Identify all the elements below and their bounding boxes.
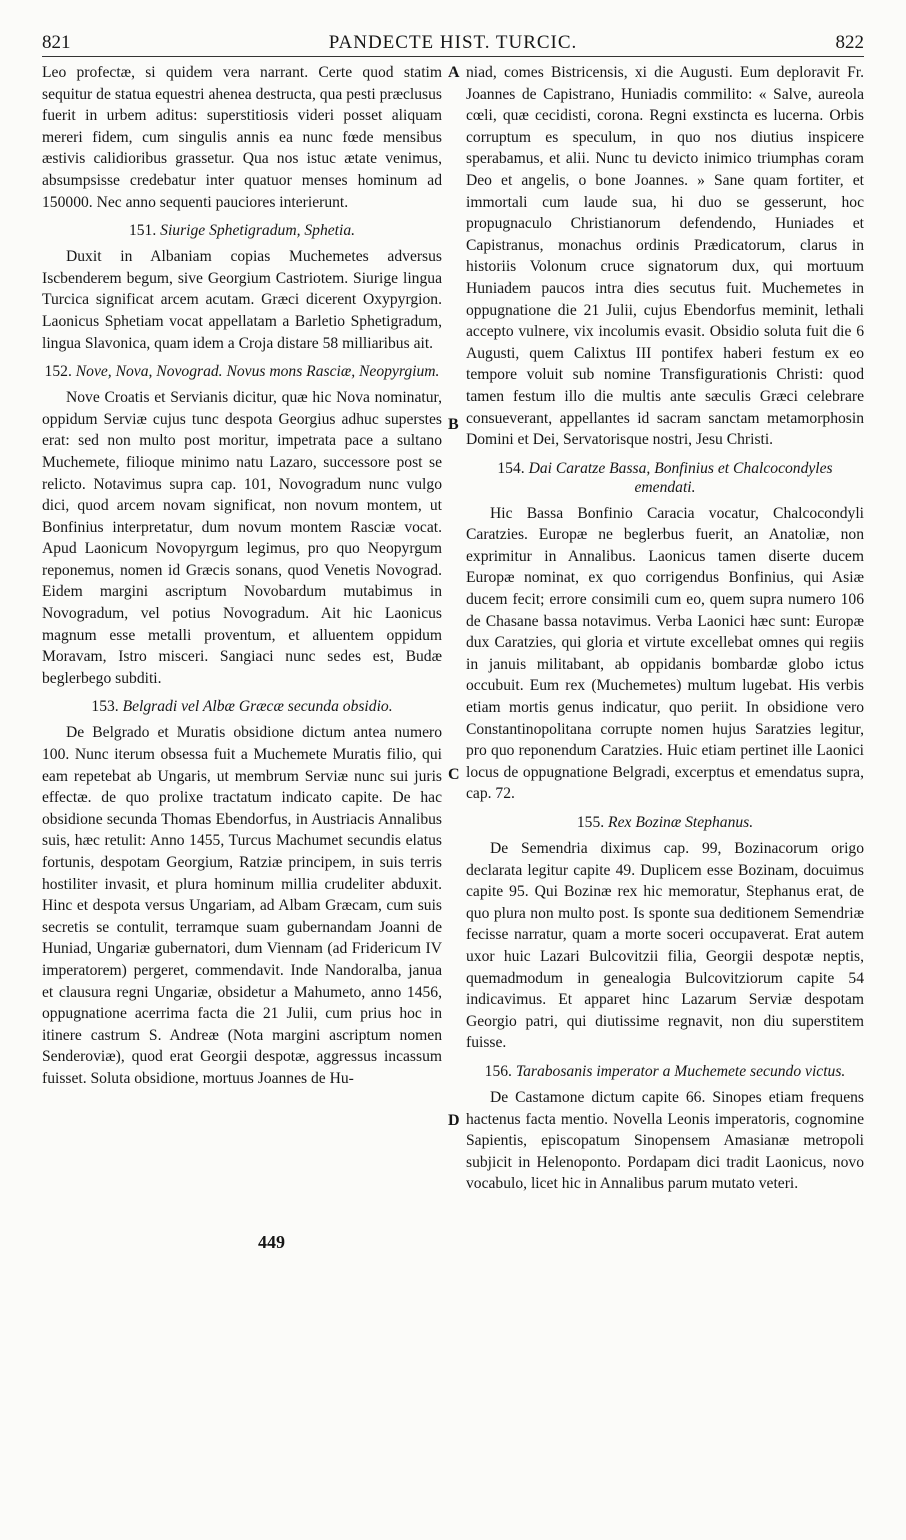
section-heading-152 — [42, 362, 442, 381]
section-number: 154. — [497, 459, 525, 477]
section-number: 153. — [91, 698, 119, 716]
margin-letter-a: A — [448, 64, 460, 81]
paragraph-152: Nove Croatis et Servianis dicitur, quæ hic Nova nominatur, oppidum Serviæ cujus tunc despota Georgius adhuc superstes erat: sed non multo post moritur, impetrata pace a sultano Muchemete, filioque minimo natu Lazaro, successore post se relicto. Notavimus supra cap. 101, Novogradum nunc vulgo dici, quod arcem novam significat, non novum montem, ut Bonfinius interpretatur, dum novum montem Rasciæ vocat. Apud Laonicum Novopyrgum legimus, pro quo Neopyrgum reponemus, nomen id Græcis sonans, quod Venetis Novograd. Eidem margini ascriptum Novobardum mutabimus in Novogradum, vel potius Novogradum. Ait hic Laonicus magnum esse metalli proventum, et alluentem oppidum Moravam, Istro misceri. Sangiaci nunc sedes est, Budæ beglerbego subditi. — [42, 389, 442, 687]
page-number-right: 822 — [835, 32, 864, 53]
section-heading-155 — [466, 813, 864, 832]
section-title: Tarabosanis imperator a Muchemete secundo victus. — [515, 1062, 846, 1080]
running-title: PANDECTE HIST. TURCIC. — [328, 32, 578, 53]
section-title: Dai Caratze Bassa, Bonfinius et Chalcocondyles emendati. — [528, 459, 833, 496]
section-title: Siurige Sphetigradum, Sphetia. — [160, 222, 356, 240]
section-number: 152. — [44, 363, 72, 381]
section-title: Nove, Nova, Novograd. Novus mons Rasciæ, Neopyrgium. — [75, 363, 440, 381]
section-heading-153 — [42, 697, 442, 716]
section-heading-154 — [466, 459, 864, 497]
paragraph-156: De Castamone dictum capite 66. Sinopes etiam frequens hactenus facta mentio. Novella Leonis imperatoris, cognomine Sapientis, episcopatum Sinopensem Amasianæ metropoli subjicit in Helenoponto. Pordapam dici tradit Laonicus, novo vocabulo, licet hic in Annalibus parum mutato veteri. — [466, 1088, 864, 1193]
section-number: 156. — [484, 1062, 512, 1080]
paragraph-continuation: niad, comes Bistricensis, xi die Augusti. Eum deploravit Fr. Joannes de Capistrano, Huniadis commilito: « Salve, aureola cœli, quæ cecidisti, corona. Regni exstincta es lucerna. Orbis corruptum es speculum, in quo nos diutius inspicere sperabamus, et alii. Nunc tu devicto inimico triumphas coram Deo et angelis, o bone Joannes. » Sane quam fortiter, et immortali cum laude sua, hi duo se gesserunt, hoc propugnaculo Christianorum defendendo, Huniades et Capistranus, monachus ordinis Prædicatorum, clarus in historiis Volonum cruce signatorum dux, qui mortuum Huniadem paucos intra dies secutus fuit. Muchemetes in oppugnatione die 21 Julii, cujus Ebendorfus meminit, lethali accepto vulnere, vix incolumis evasit. Obsidio soluta fuit die 6 Augusti, quem Calixtus III pontifex haberi festum ex eo tempore voluit sub nomine Transfigurationis Christi: quod tamen festum illo die multis ante sæculis Græci celebrare consueverant, appellantes id sacram sanctam metamorphosin Domini et Dei, Servatorisque nostri, Jesu Christi. — [466, 64, 864, 449]
paragraph-153: De Belgrado et Muratis obsidione dictum antea numero 100. Nunc iterum obsessa fuit a Muchemete Muratis filio, qui eam repetebat ab Ungaris, ut membrum Serviæ nunc sui juris effectæ. de quo prolixe tractatum indicato capite. De hac obsidione secunda Thomas Ebendorfus, in Austriacis Annalibus suis, hæc retulit: Anno 1455, Turcus Machumet secundis elatus fortunis, despotam Georgium, Ratziæ principem, in suis terris hostiliter invasit, et plura hominum millia crudeliter abduxit. Hinc et despota versus Ungariam, ad Albam Græcam, cum suis secretis se contulit, terramque suam gubernandam Joanni de Huniad, Ungariæ gubernatori, dum Viennam (ad Fridericum IV imperatorem) pergeret, commendavit. Inde Nandoralba, janua et clausura regni Ungariæ, obsidetur a Mahumeto, anno 1456, oppugnatione acerrima facta die 21 Julii, cum prius hoc in itinere castrum S. Andreæ (Nota margini ascriptum nomen Senderoviæ), quod erat Georgii despotæ, aggressus incassum fuisset. Soluta obsidione, mortuus Joannes de Hu- — [42, 724, 442, 1087]
section-title: Belgradi vel Albæ Græcæ secunda obsidio. — [122, 698, 393, 716]
paragraph-151: Duxit in Albaniam copias Muchemetes adversus Iscbenderem begum, sive Georgium Castriotem. Siurige lingua Turcica significat arcem acutam. Græci dicerent Oxypyrgion. Laonicus Sphetiam vocat appellatam a Barletio Sphetigradum, lingua Slavonica, quam idem a Croja distare 58 milliaribus ait. — [42, 248, 442, 352]
paragraph-154: Hic Bassa Bonfinio Caracia vocatur, Chalcocondyli Caratzies. Europæ ne beglerbus fuerit, an Anatoliæ, non exprimitur in Annalibus. Laonicus tamen diserte ducem Europæ nominat, ex quo corrigendus Bonfinius, qui Asiæ ducem fecit; errore consimili cum eo, quem supra numero 106 de Chasane bassa notavimus. Verba Laonici hæc sunt: Europæ dux Caratzies, qui gloria et virtute excellebat omnes qui regiis in januis militabant, ab oppidanis bombardæ globo ictus occubuit. Eum rex (Muchemetes) multum lugebat. His verbis etiam mortis genus indicatur, quo periit. In obsidione vero Constantinopolitana corrupte nomen hujus Saratzies legitur, pro quo reponendum Caratzies. Huic etiam pertinet ille Laonici locus de oppugnatione Belgradi, excerptus et emendatus supra, cap. 72. — [466, 504, 864, 803]
section-number: 155. — [576, 814, 605, 831]
margin-letter-d: D — [448, 1112, 460, 1129]
signature-mark: 449 — [258, 1232, 285, 1252]
margin-letter-b: B — [448, 416, 459, 433]
page-number-left: 821 — [42, 32, 71, 53]
left-column — [42, 62, 442, 1090]
paragraph-continuation: Leo profectæ, si quidem vera narrant. Certe quod statim sequitur de statua equestri ahenea destructa, qua pesti præclusus fuerit in urbem aditus: superstitiosis videri posset aliquam mereri fidem, cum singulis annis ea nunc fœde mensibus æstivis calidioribus grassetur. Qua nos istuc ætate venimus, absumpsisse credebatur inter quatuor menses hominum ad 150000. Nec anno sequenti pauciores interierunt. — [42, 64, 442, 211]
section-heading-151 — [42, 221, 442, 240]
margin-letter-c: C — [448, 766, 460, 783]
right-column — [466, 62, 864, 1195]
section-number: 151. — [128, 222, 157, 240]
section-title: Rex Bozinæ Stephanus. — [608, 814, 754, 831]
paragraph-155: De Semendria diximus cap. 99, Bozinacorum origo declarata legitur capite 49. Duplicem esse Bozinam, docuimus capite 95. Qui Bozinæ rex hic memoratur, Stephanus erat, de quo plura non multo post. Is sponte sua deditionem Semendriæ fecisse narratur, quam a morte soceri occupaverat. Erat autem uxor huic Lazari Bulcovitzii filia, Georgii despotæ neptis, quemadmodum in genealogia Bulcovitziorum capite 54 indicavimus. Et apparet hinc Lazarum Serviæ despotam Georgio patri, qui diutissime regnavit, non diu superstitem fuisse. — [466, 840, 864, 1052]
section-heading-156 — [466, 1062, 864, 1081]
running-header — [42, 30, 864, 57]
